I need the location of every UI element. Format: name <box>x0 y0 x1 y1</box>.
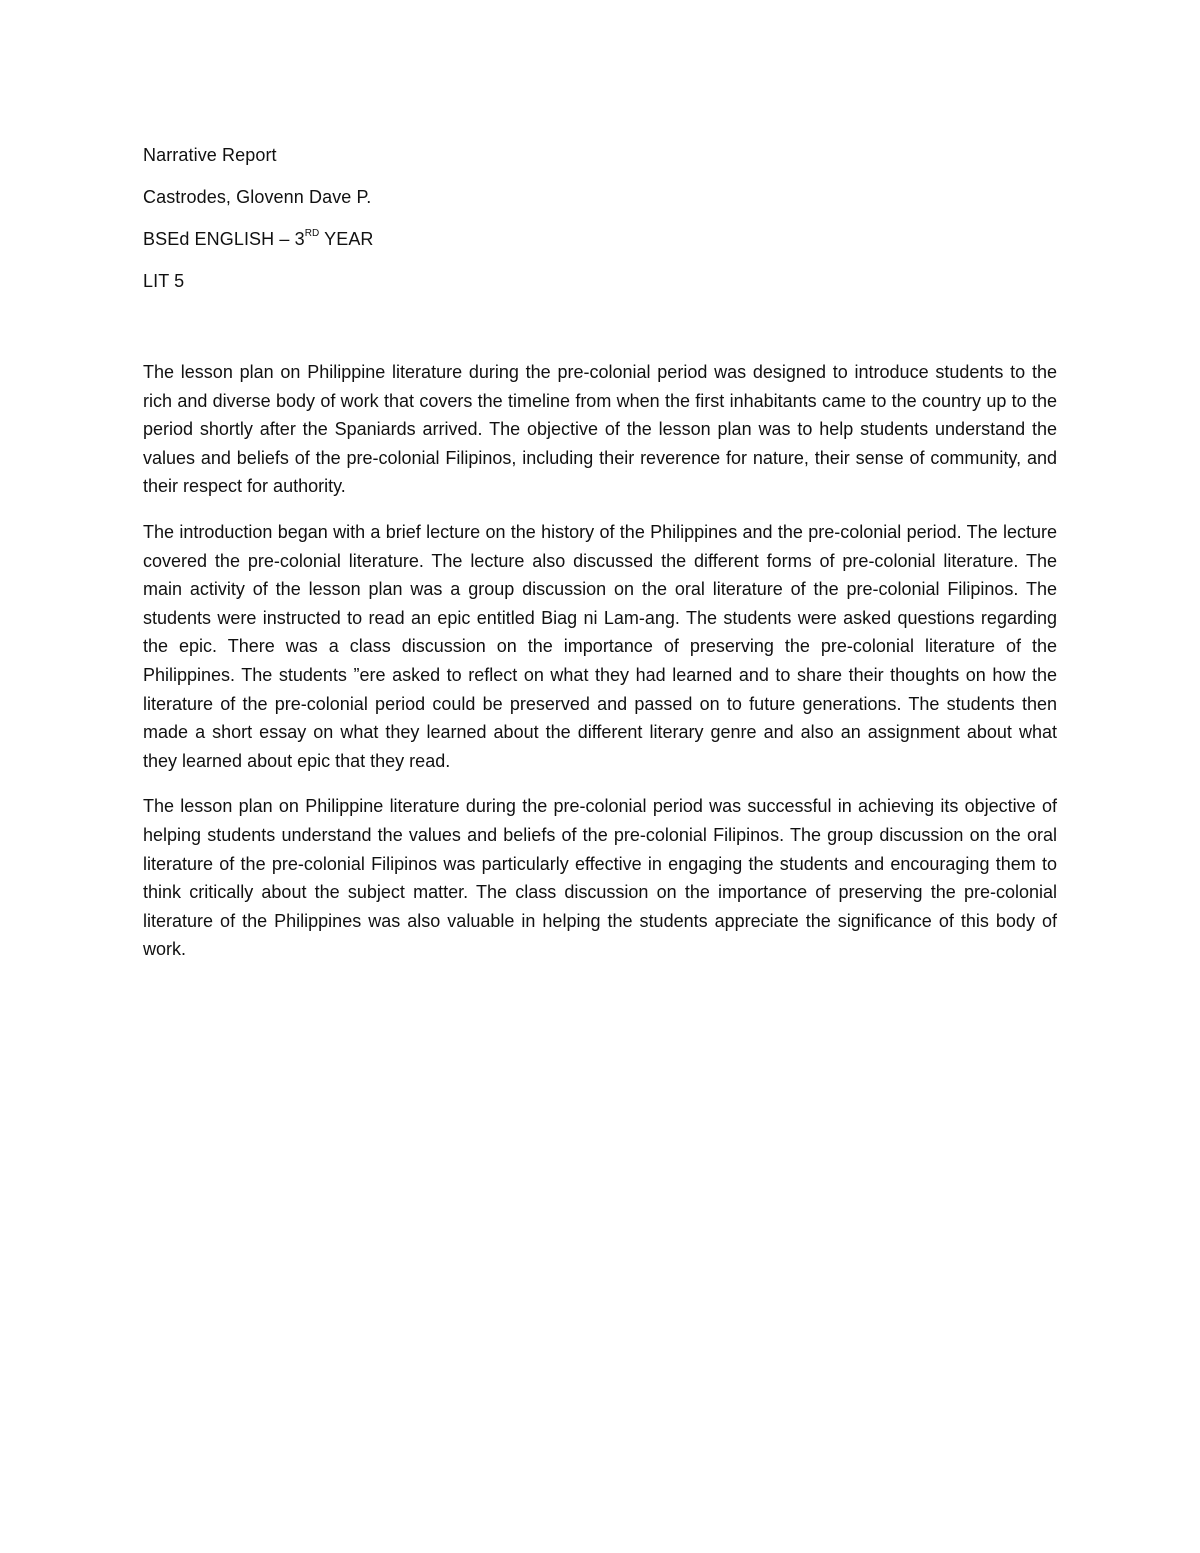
course-suffix: YEAR <box>319 229 374 249</box>
subject-code: LIT 5 <box>143 271 185 291</box>
course-prefix: BSEd ENGLISH – 3 <box>143 229 305 249</box>
paragraph-conclusion: The lesson plan on Philippine literature during the pre-colonial period was successful in achieving its objective of helping students understand the values and beliefs of the pre-colonial Filipinos. The group discussion on the oral literature of the pre-colonial Filipinos was particularly effective in engaging the students and encouraging them to think critically about the subject matter. The class discussion on the importance of preserving the pre-colonial literature of the Philippines was also valuable in helping the students appreciate the significance of this body of work. <box>143 796 1057 960</box>
course-year <box>143 226 1057 252</box>
course-ordinal-suffix: RD <box>304 228 320 239</box>
author-name: Castrodes, Glovenn Dave P. <box>143 187 372 207</box>
paragraph-activity: The introduction began with a brief lecture on the history of the Philippines and the pre-colonial period. The lecture covered the pre-colonial literature. The lecture also discussed the different forms of pre-colonial literature. The main activity of the lesson plan was a group discussion on the oral literature of the pre-colonial Filipinos. The students were instructed to read an epic entitled Biag ni Lam-ang. The students were asked questions regarding the epic. There was a class discussion on the importance of preserving the pre-colonial literature of the Philippines. The students ”ere asked to reflect on what they had learned and to share their thoughts on how the literature of the pre-colonial period could be preserved and passed on to future generations. The students then made a short essay on what they learned about the different literary genre and also an assignment about what they learned about epic that they read. <box>143 521 1057 771</box>
document-body <box>143 142 1057 981</box>
paragraph-intro: The lesson plan on Philippine literature during the pre-colonial period was designed to introduce students to the rich and diverse body of work that covers the timeline from when the first inhabitants came to the country up to the period shortly after the Spaniards arrived. The objective of the lesson plan was to help students understand the values and beliefs of the pre-colonial Filipinos, including their reverence for nature, their sense of community, and their respect for authority. <box>143 362 1057 497</box>
document-title: Narrative Report <box>143 145 277 165</box>
document-header <box>143 142 1057 294</box>
